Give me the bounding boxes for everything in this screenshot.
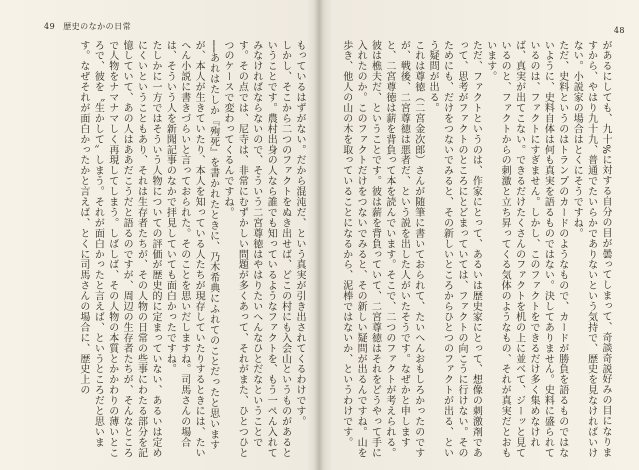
right-page xyxy=(324,0,639,470)
book-gutter xyxy=(314,0,324,470)
left-page-body-text: もっているはずがない。だから混沌だ、という真実が引き出されてくるわけです。 しかし、そこから二つのファクトをぬき出せば、どこの村にも入会山というものがあるということです。農村出身の人なら誰でも知っているようなファクトを、もう一ぺん入れてみなければならないので、そういう二宮尊徳はやはりたいへんなひとだなということです。その点では、尼寺は、非常にむずかしい問題が多くあって、それがまた、ひとつひとつのケースで変わってくるんですね。 ──あれはたしか『殉死』を書かれたときに、乃木希典にふれてのことだったと思いますが、本人が生きていたり、本人を知っている人たちが現存していたりするときには、たいへん小説に書きづらいと言っておられた。そのことを思いだしますね。司馬さんの場合は、そういう人を新聞記事のなかで拝見していても面白かったですね。 たしかに一方ではそういう人物についての評価が歴史的に定まっていない、あるいは定めにくいということもあり、それは生存者たちが、その人物の日常の些事にわたる部分を記憶していて、あの人はああだこうだと語るのですが、周辺の生存者たちが、そんなところで人物をナマナマしく再現してしまう。しばしば、その人物の本質とかかわりの薄いところで、彼を〝生かして〟しまう。それが面白かったと言えば、というところだと思います。なぜそれが面白かったかと言えば、とくに司馬さんの場合に、歴史上の xyxy=(77,40,305,458)
left-page-header xyxy=(44,21,131,32)
left-page-number: 49 xyxy=(44,22,56,31)
running-head: 歴史のなかの日常 xyxy=(63,22,132,31)
right-page-body-text: があるにしても、九十%に対する自分の目が曇ってしまって、奇談奇説好みの目になりますから、やはり九十九、普通でたいらかでありないという気持で、歴史を見なければいけない。小説家の場合はとくにそうですね。 ただ、史料というのはトランプのカードのようなもので、カードが勝負を語るものではないように、史料自体は何も真実を語るものではない。決してありません。史料に盛られているのは、ファクトにすぎません。しかし、このファクトをできるだけ多く集めなければ、真実が出てこない。できるだけたくさんのファクトを机の上に並べて、ジーッと見ているのと、ファクトからの刺激と立ち昇ってくる気体のようなもの、それが真実だとおもいます。 ただ、ファクトというのは、作家にとって、あるいは歴史家にとって、想像の刺激剤であって、思考がファクトのところにとどまっていては、ファクトの向こうに行けない。そのためにも、だけをつないでみると、その新しいところからひとつのファクトが出る、という疑問が出る。 これは尊徳（二宮金次郎）さんが随筆に書いておられて、たいへんおもしろかったのですが、戦後、二宮尊徳は悪者だ、という説を出した人がいたそうです。なぜかと申しますと、二宮尊徳は薪を背負って本を読んでいます。そこで、二つのファクトが考えられる。彼は樵夫だ、ということです。彼は薪を背負っていて、二宮尊徳はそれをどうやって手に入れたのか。このファクトだけをつないでみると、その新しい疑問が出るんですね。山を歩き、他人の山の木を取っていることになるから、泥棒ではないか、というわけです。 xyxy=(340,40,611,458)
left-page xyxy=(0,0,314,470)
right-page-number: 48 xyxy=(613,26,625,35)
